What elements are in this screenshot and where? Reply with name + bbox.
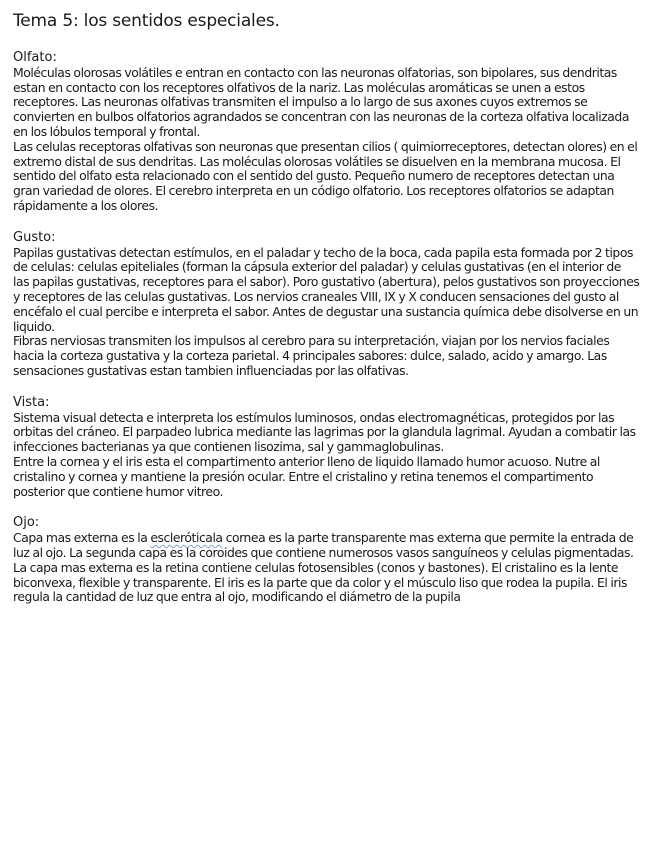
section-heading-olfato: Olfato:: [13, 50, 57, 65]
paragraph-vista-2: Entre la cornea y el iris esta el compartimento anterior lleno de liquido llamado humor acuoso. Nutre al cristalino y cornea y mantiene la presión ocular. Entre el cristalino y retina tenemos el compartimento posterior que contiene humor vitreo.: [13, 453, 600, 499]
section-vista: [13, 396, 640, 500]
paragraph-gusto-1: Papilas gustativas detectan estímulos, en el paladar y techo de la boca, cada papila esta formada por 2 tipos de celulas: celulas epiteliales (forman la cápsula exterior del paladar) y celulas gustativas (en el interior de las papilas gustativas, receptores para el sabor). Poro gustativo (abertura), pelos gustativos son proyecciones y receptores de las celulas gustativas. Los nervios craneales VIII, IX y X conducen sensaciones del gusto al encéfalo el cual percibe e interpreta el sabor. Antes de degustar una sustancia química debe disolverse en un liquido.: [13, 244, 640, 334]
section-ojo: [13, 516, 640, 605]
section-heading-vista: Vista:: [13, 394, 50, 410]
paragraph-ojo-text-start: Capa mas externa es la: [13, 530, 151, 546]
paragraph-vista-1: Sistema visual detecta e interpreta los estímulos luminosos, ondas electromagnéticas, protegidos por las orbitas del cráneo. El parpadeo lubrica mediante las lagrimas por la glandula lagrimal. Ayudan a combatir las infecciones bacterianas ya que contienen lisozima, sal y gammaglobulinas.: [13, 409, 636, 455]
misspelled-word[interactable]: escleróticala: [150, 530, 223, 546]
section-heading-ojo: Ojo:: [13, 515, 40, 531]
paragraph-ojo-1: [13, 531, 640, 605]
section-heading-gusto: Gusto:: [13, 229, 56, 245]
paragraph-ojo-text-end: cornea es la parte transparente mas externa que permite la entrada de luz al ojo. La segunda capa es la coroides que contiene numerosos vasos sanguíneos y celulas pigmentadas. La capa mas externa es la retina contiene celulas fotosensibles (conos y bastones). El cristalino es la lente biconvexa, flexible y transparente. El iris es la parte que da color y el músculo liso que rodea la pupila. El iris regula la cantidad de luz que entra al ojo, modificando el diámetro de la pupila: [13, 530, 634, 605]
paragraph-olfato-1: Moléculas olorosas volátiles e entran en contacto con las neuronas olfatorias, son bipolares, sus dendritas estan en contacto con los receptores olfativos de la nariz. Las moléculas aromáticas se unen a estos receptores. Las neuronas olfativas transmiten el impulso a lo largo de sus axones cuyos extremos se convierten en bulbos olfatorios agrandados se concentran con las neuronas de la corteza olfativa localizada en los lóbulos temporal y frontal.: [13, 64, 629, 139]
section-gusto: [13, 231, 640, 379]
paragraph-gusto-2: Fibras nerviosas transmiten los impulsos al cerebro para su interpretación, viajan por los nervios faciales hacia la corteza gustativa y la corteza parietal. 4 principales sabores: dulce, salado, acido y amargo. Las sensaciones gustativas estan tambien influenciadas por las olfativas.: [13, 333, 610, 378]
section-olfato: [13, 51, 640, 214]
document-title: Tema 5: los sentidos especiales.: [13, 11, 280, 31]
paragraph-olfato-2: Las celulas receptoras olfativas son neuronas que presentan cilios ( quimiorreceptores, detectan olores) en el extremo distal de sus dendritas. Las moléculas olorosas volátiles se disuelven en la membrana mucosa. El sentido del olfato esta relacionado con el sentido del gusto. Pequeño numero de receptores detectan una gran variedad de olores. El cerebro interpreta en un código olfatorio. Los receptores olfatorios se adaptan rápidamente a los olores.: [13, 138, 638, 213]
